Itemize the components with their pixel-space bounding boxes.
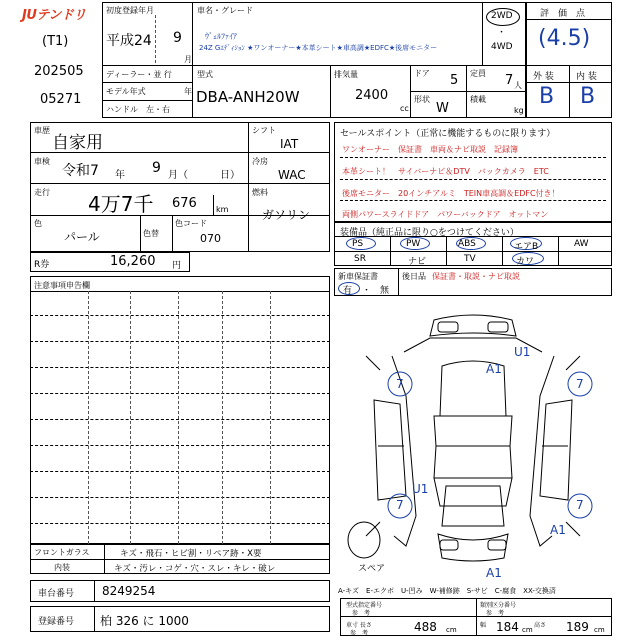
- vehicle-name: ｳﾞｪﾙﾌｧｲｱ: [205, 32, 237, 41]
- equip-sr: SR: [354, 254, 366, 264]
- shaken-month: 9: [152, 160, 161, 176]
- lot-code-2: 05271: [40, 92, 82, 107]
- equip-leather: カワ: [516, 257, 535, 267]
- first-reg-month-suffix: 月: [184, 55, 192, 64]
- score-label: 評 価 点: [540, 9, 586, 19]
- load-unit: kg: [514, 106, 524, 115]
- height-label: 高さ: [534, 622, 547, 629]
- car-diagram: [334, 296, 612, 586]
- length-label: 車寸 長さ: [346, 622, 372, 629]
- selling-points-title: セールスポイント（正常に機能するものに限ります）: [340, 129, 556, 139]
- equip-navi: ナビ: [408, 257, 427, 267]
- exterior-grade: B: [539, 84, 555, 109]
- history-label: 車歴: [34, 126, 50, 135]
- color-label: 色: [34, 219, 42, 228]
- damage-mark: A1: [486, 362, 502, 376]
- interior-label: 内 装: [576, 72, 597, 82]
- mileage-unit: km: [216, 205, 229, 214]
- shaken-month-suffix: 月（: [168, 170, 188, 181]
- recycle-amount: 16,260: [110, 254, 156, 269]
- model-year-suffix: 年: [184, 87, 192, 96]
- first-reg-label: 初度登録年月: [106, 6, 154, 15]
- model-year-label: モデル年式: [106, 87, 146, 96]
- capacity-suffix: 人: [514, 81, 522, 90]
- color-code: 070: [200, 232, 221, 245]
- mileage-sub: 676: [172, 196, 197, 211]
- shift: IAT: [280, 137, 299, 151]
- auction-logo: JUテンドリ: [22, 8, 86, 23]
- mileage-label: 走行: [34, 188, 50, 197]
- warranty-no: 無: [380, 286, 390, 296]
- class-no-label: 類別区分番号: [480, 602, 517, 609]
- selling-point-line: 本革シート！ サイバーナビ＆DTV バックカメラ ETC: [342, 167, 549, 176]
- equipment-title: 装備品（純正品に限り○をつけてください）: [340, 228, 519, 238]
- fuel: ガソリン: [262, 208, 311, 222]
- height: 189: [566, 620, 589, 634]
- warranty-sep: ・: [362, 286, 372, 296]
- damage-mark: 7: [396, 377, 404, 391]
- width: 184: [496, 620, 519, 634]
- capacity-label: 定員: [470, 69, 486, 78]
- length-unit: cm: [446, 626, 457, 634]
- damage-mark: U1: [412, 482, 429, 496]
- shaken-day-suffix: 日）: [220, 170, 240, 181]
- shape: W: [436, 101, 449, 116]
- recycle-label: R券: [34, 260, 50, 270]
- fuel-label: 燃料: [252, 188, 268, 197]
- handle-label: ハンドル 左・右: [106, 105, 170, 114]
- chassis-number: 8249254: [102, 584, 156, 598]
- notes-panel: [30, 276, 330, 544]
- color: パール: [64, 230, 100, 244]
- first-reg-month: 9: [173, 30, 182, 46]
- shaken-label: 車検: [34, 157, 50, 166]
- lot-code-1: 202505: [34, 64, 84, 79]
- displacement-label: 排気量: [334, 70, 358, 79]
- equip-aw: AW: [574, 239, 589, 249]
- equip-abs: ABS: [458, 239, 476, 249]
- ac-label: 冷房: [252, 157, 268, 166]
- selling-point-line: 後席モニター 20インチアルミ TEIN車高調＆EDFC付き！: [342, 189, 560, 198]
- capacity: 7: [505, 73, 514, 88]
- chassis-label: 車台番号: [38, 589, 75, 599]
- equip-tv: TV: [464, 254, 476, 264]
- chassis-row: [30, 580, 330, 602]
- first-reg-era: 平成24: [106, 33, 152, 49]
- displacement: 2400: [355, 88, 389, 103]
- load-label: 積載: [470, 95, 486, 104]
- shaken-year-suffix: 年: [115, 170, 125, 181]
- displacement-unit: cc: [400, 104, 409, 113]
- drive-4wd: 4WD: [491, 42, 513, 52]
- plate-number: 柏 326 に 1000: [100, 614, 189, 628]
- height-unit: cm: [594, 626, 605, 634]
- damage-mark: 7: [396, 498, 404, 512]
- damage-mark: U1: [514, 345, 531, 359]
- damage-mark: 7: [576, 377, 584, 391]
- interior-cond-label: 内装: [54, 563, 70, 572]
- length-ref: 参 考: [350, 630, 369, 637]
- plate-label: 登録番号: [38, 617, 75, 627]
- equip-airbag: エアB: [514, 242, 539, 252]
- exterior-label: 外 装: [533, 72, 554, 82]
- drive-2wd: 2WD: [491, 11, 513, 21]
- warranty-label: 新車保証書: [338, 272, 378, 281]
- color-change-label: 色替: [143, 229, 159, 238]
- notes-title: 注意事項申告欄: [34, 281, 90, 290]
- equip-ps: PS: [352, 239, 364, 249]
- score: (4.5): [538, 26, 591, 51]
- lot-prefix: (T1): [42, 34, 69, 49]
- drive-dot: ・: [497, 28, 507, 38]
- class-no-ref: 参 考: [486, 610, 505, 617]
- shift-label: シフト: [252, 126, 276, 135]
- extra-items: 保証書・取説・ナビ取説: [432, 272, 520, 281]
- length: 488: [414, 620, 437, 634]
- warranty-yes: 有: [343, 286, 353, 296]
- width-label: 幅: [480, 622, 487, 629]
- mileage-main: 4万7千: [88, 192, 154, 216]
- model-class-label: 型式指定番号: [346, 602, 383, 609]
- width-unit: cm: [522, 626, 533, 634]
- type-label: 型式: [197, 70, 213, 79]
- vehicle-grade: 24Z Gｴﾃﾞｨｼｮﾝ ★ワンオーナー★本革シート★車高調★EDFC★後席モニター: [199, 44, 438, 52]
- extra-label: 後日品: [402, 272, 426, 281]
- spare-label: スペア: [358, 564, 386, 574]
- equip-pw: PW: [406, 239, 421, 249]
- damage-legend: A-キズ E-エクボ U-凹み W-補修跡 S-サビ C-腐食 XX-交換済: [338, 587, 556, 595]
- doors: 5: [450, 73, 459, 88]
- selling-point-line: ワンオーナー 保証書 車両＆ナビ取説 記録簿: [342, 145, 518, 154]
- model-class-ref: 参 考: [352, 610, 371, 617]
- shaken-era: 令和7: [62, 163, 99, 179]
- doors-label: ドア: [414, 69, 430, 78]
- shape-label: 形状: [414, 95, 430, 104]
- color-code-label: 色コード: [175, 219, 207, 228]
- damage-mark: A1: [550, 523, 566, 537]
- interior-cond: キズ・汚レ・コゲ・穴・スレ・キレ・破レ: [114, 564, 276, 574]
- dealer-label: ディーラー・並 行: [106, 70, 172, 79]
- ac: WAC: [278, 168, 306, 182]
- selling-point-line: 両側パワースライドドア パワーバックドア オットマン: [342, 210, 549, 219]
- history: 自家用: [52, 133, 103, 153]
- interior-grade: B: [580, 84, 596, 109]
- front-glass: キズ・飛石・ヒビ割・リペア跡・X要: [120, 549, 262, 559]
- recycle-unit: 円: [172, 261, 182, 271]
- damage-mark: 7: [576, 498, 584, 512]
- vehicle-name-label: 車名・グレード: [197, 6, 253, 15]
- damage-mark: A1: [486, 566, 502, 580]
- front-glass-label: フロントガラス: [34, 548, 90, 557]
- vehicle-type: DBA-ANH20W: [196, 88, 300, 106]
